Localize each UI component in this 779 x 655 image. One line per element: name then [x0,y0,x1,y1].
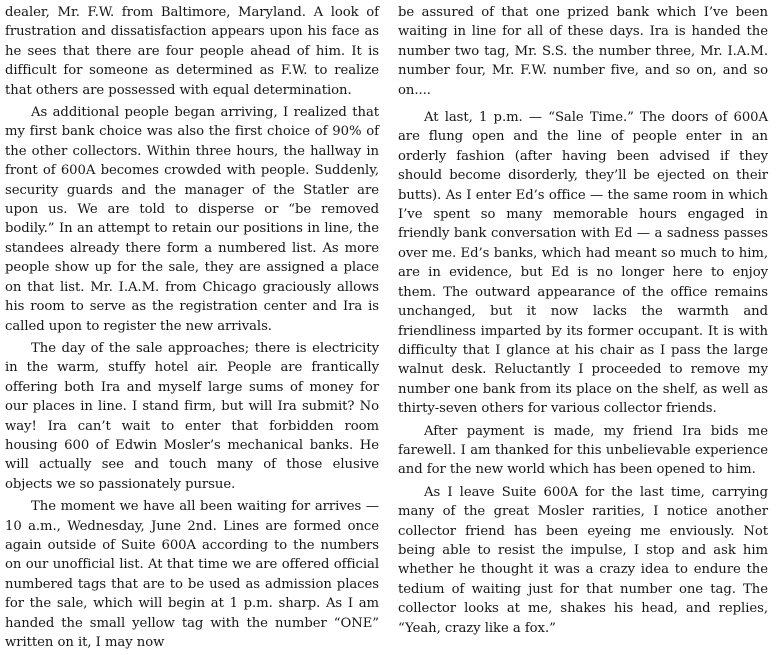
paragraph: As additional people began arriving, I realized that my first bank choice was also the first choice of 90% of the other collectors. Within three hours, the hallway in front of 600A becomes crowded with people. Suddenly, security guards and the manager of the Statler are upon us. We are told to disperse or “be removed bodily.” In an attempt to retain our positions in line, the standees already there form a numbered list. As more people show up for the sale, they are assigned a place on that list. Mr. I.A.M. from Chicago graciously allows his room to serve as the registration center and Ira is called upon to register the new arrivals. [5,105,379,334]
paragraph: dealer, Mr. F.W. from Baltimore, Maryland. A look of frustration and dissatisfaction appears upon his face as he sees that there are four people ahead of him. It is difficult for someone as determined as F.W. to realize that others are possessed with equal determination. [5,5,379,98]
paragraph: be assured of that one prized bank which I’ve been waiting in line for all of these days. Ira is handed the number two tag, Mr. S.S. the number three, Mr. I.A.M. number four, Mr. F.W. number five, and so on, and so on.... [398,5,768,98]
right-column [398,3,768,641]
paragraph: The day of the sale approaches; there is electricity in the warm, stuffy hotel air. People are frantically offering both Ira and myself large sums of money for our places in line. I stand firm, but will Ira submit? No way! Ira can’t wait to enter that forbidden room housing 600 of Edwin Mosler’s mechanical banks. He will actually see and touch many of those elusive objects we so passionately pursue. [5,340,379,492]
left-column [5,3,379,655]
paragraph: As I leave Suite 600A for the last time, carrying many of the great Mosler rarities, I notice another collector friend has been eyeing me enviously. Not being able to resist the impulse, I stop and ask him whether he thought it was a crazy idea to endure the tedium of waiting just for that number one tag. The collector looks at me, shakes his head, and replies, “Yeah, crazy like a fox.” [398,484,768,636]
paragraph: After payment is made, my friend Ira bids me farewell. I am thanked for this unbelievable experience and for the new world which has been opened to him. [398,423,768,478]
paragraph: At last, 1 p.m. — “Sale Time.” The doors of 600A are flung open and the line of people enter in an orderly fashion (after having been advised if they should become disorderly, they’ll be ejected on their butts). As I enter Ed’s office — the same room in which I’ve spent so many memorable hours engaged in friendly bank conversation with Ed — a sadness passes over me. Ed’s banks, which had meant so much to him, are in evidence, but Ed is no longer here to enjoy them. The outward appearance of the office remains unchanged, but it now lacks the warmth and friendliness imparted by its former occupant. It is with difficulty that I glance at his chair as I pass the large walnut desk. Reluctantly I proceeded to remove my number one bank from its place on the shelf, as well as thirty-seven others for various collector friends. [398,110,768,417]
paragraph: The moment we have all been waiting for arrives — 10 a.m., Wednesday, June 2nd. Lines are formed once again outside of Suite 600A according to the numbers on our unofficial list. At that time we are offered official numbered tags that are to be used as admission places for the sale, which will begin at 1 p.m. sharp. As I am handed the small yellow tag with the number “ONE” written on it, I may now [5,499,379,650]
